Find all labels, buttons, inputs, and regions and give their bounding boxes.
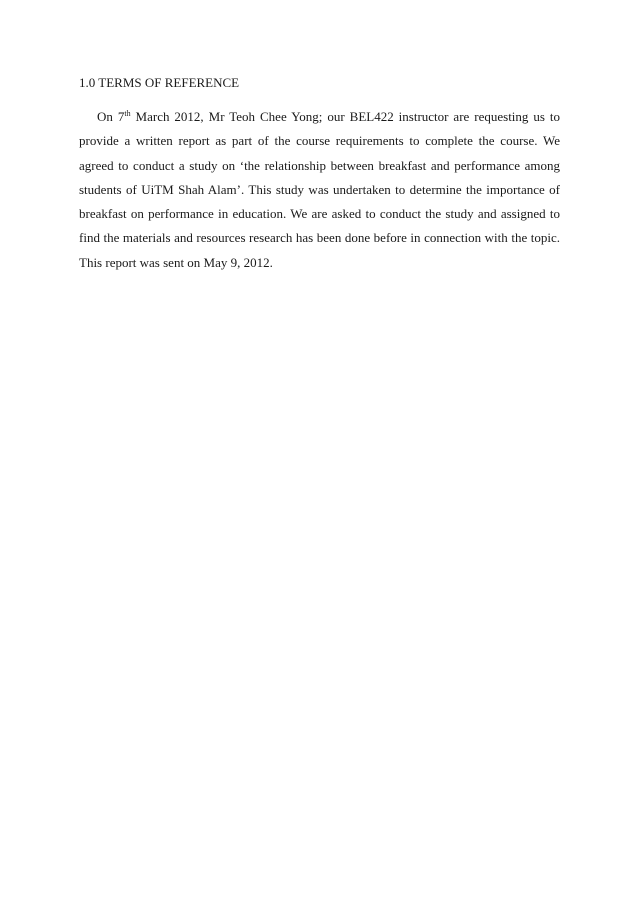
terms-of-reference-paragraph: [79, 105, 560, 275]
paragraph-text-rest: March 2012, Mr Teoh Chee Yong; our BEL422 instructor are requesting us to provide a written report as part of the course requirements to complete the course. We agreed to conduct a study on ‘the relationship between breakfast and performance among students of UiTM Shah Alam’. This study was undertaken to determine the importance of breakfast on performance in education. We are asked to conduct the study and assigned to find the materials and resources research has been done before in connection with the topic. This report was sent on May 9, 2012.: [79, 109, 561, 270]
section-heading: 1.0 TERMS OF REFERENCE: [79, 75, 240, 90]
paragraph-text-start: On 7: [97, 109, 125, 124]
ordinal-suffix: th: [124, 109, 131, 118]
